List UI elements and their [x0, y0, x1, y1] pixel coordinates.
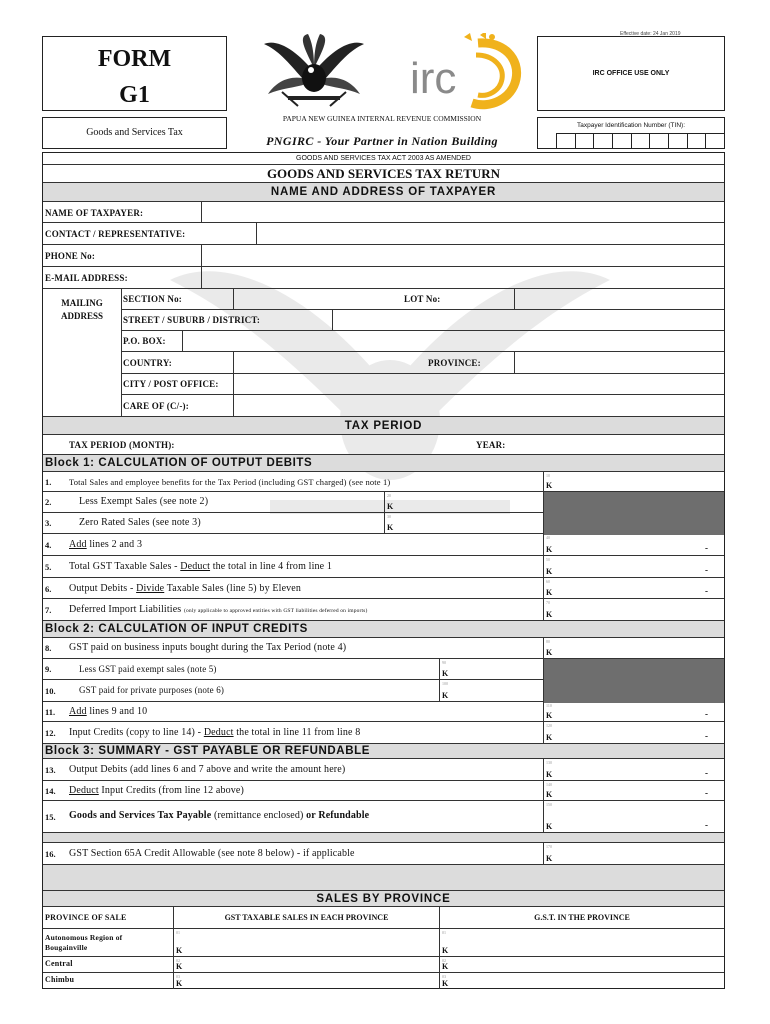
png-emblem-icon	[258, 32, 370, 112]
taxpayer-section-header: NAME AND ADDRESS OF TAXPAYER	[43, 183, 724, 202]
central-gst-input[interactable]	[439, 957, 724, 972]
lot-input[interactable]	[514, 289, 724, 310]
line-1-code: 10	[546, 473, 550, 478]
contact-row	[43, 223, 724, 245]
line-16-code: 170	[546, 844, 552, 849]
line-14-code: 140	[546, 782, 552, 787]
effective-date: Effective date: 24 Jan 2019	[620, 31, 681, 37]
line-11-row	[43, 702, 724, 722]
line-15-text	[69, 810, 369, 821]
line-15-dash: -	[705, 820, 708, 830]
line-5-op: Deduct	[180, 561, 211, 572]
line-11-code: 110	[546, 703, 552, 708]
tax-period-row[interactable]	[43, 435, 724, 455]
line-4-text	[69, 539, 142, 550]
tax-period-year-label: YEAR:	[476, 440, 506, 450]
spacer-shaded-2	[43, 865, 724, 891]
line-14-dash: -	[705, 788, 708, 798]
taxpayer-name-row	[43, 202, 724, 223]
province-bougainville-line2: Bougainville	[45, 943, 88, 952]
care-of-input[interactable]	[233, 395, 724, 417]
taxpayer-name-label: NAME OF TAXPAYER:	[45, 208, 144, 218]
province-row-bougainville	[43, 929, 724, 957]
street-row	[121, 310, 724, 331]
line-7-code: 70	[546, 600, 550, 605]
street-input[interactable]	[332, 310, 724, 331]
bougainville-currency-2: K	[442, 946, 449, 955]
line-7-number: 7.	[45, 605, 52, 615]
line-16-amount[interactable]	[543, 843, 724, 864]
form-label: FORM	[97, 46, 172, 72]
return-title: GOODS AND SERVICES TAX RETURN	[43, 165, 724, 183]
line-12-number: 12.	[45, 728, 56, 738]
line-16-currency: K	[546, 854, 553, 863]
line-7-amount[interactable]	[543, 599, 724, 620]
country-label: COUNTRY:	[123, 358, 172, 368]
care-of-row	[121, 395, 724, 417]
line-3-number: 3.	[45, 518, 52, 528]
line-9-number: 9.	[45, 664, 52, 674]
line-12-c: the total in line 11 from line 8	[233, 727, 361, 738]
line-12-row	[43, 722, 724, 744]
line-2-code: 20	[387, 493, 391, 498]
line-9-code: 90	[442, 660, 446, 665]
line-9-10-shaded	[543, 659, 724, 703]
country-input[interactable]	[233, 352, 403, 374]
line-12-op: Deduct	[203, 727, 234, 738]
line-8-currency: K	[546, 648, 553, 657]
col-taxable-sales-label: GST TAXABLE SALES IN EACH PROVINCE	[173, 907, 439, 929]
line-13-text: Output Debits (add lines 6 and 7 above and write the amount here)	[69, 764, 346, 775]
city-row	[121, 374, 724, 395]
col-province-label: PROVINCE OF SALE	[45, 913, 127, 922]
central-code-1: 02	[176, 958, 180, 963]
line-3-text: Zero Rated Sales (see note 3)	[79, 517, 201, 528]
contact-input[interactable]	[256, 223, 724, 245]
line-11-amount[interactable]	[543, 702, 724, 721]
line-6-op: Divide	[136, 583, 165, 594]
line-1-amount[interactable]	[543, 472, 724, 491]
form-number-box	[42, 36, 227, 111]
block1-header: Block 1: CALCULATION OF OUTPUT DEBITS	[43, 455, 724, 472]
mailing-label-line2: ADDRESS	[60, 311, 103, 321]
province-bougainville-label	[45, 933, 122, 953]
chimbu-code-1: 03	[176, 974, 180, 979]
province-chimbu-label: Chimbu	[45, 975, 75, 984]
tax-period-month-label: TAX PERIOD (MONTH):	[69, 440, 175, 450]
section-label: SECTION No:	[123, 294, 182, 304]
line-2-amount[interactable]	[384, 492, 543, 512]
line-8-row	[43, 638, 724, 659]
line-8-number: 8.	[45, 643, 52, 653]
central-currency-1: K	[176, 962, 183, 971]
street-label: STREET / SUBURB / DISTRICT:	[123, 315, 261, 325]
line-13-amount[interactable]	[543, 759, 724, 780]
line-5-amount[interactable]	[543, 556, 724, 577]
line-15-amount[interactable]	[543, 801, 724, 832]
line-9-amount[interactable]	[439, 659, 543, 679]
line-5-text	[69, 561, 332, 572]
line-12-currency: K	[546, 733, 553, 742]
line-6-currency: K	[546, 588, 553, 597]
line-14-currency: K	[546, 790, 553, 799]
line-16-text: GST Section 65A Credit Allowable (see note 8 below) - if applicable	[69, 848, 355, 859]
line-14-amount[interactable]	[543, 781, 724, 800]
country-province-row	[121, 352, 724, 374]
line-8-text: GST paid on business inputs bought during the Tax Period (note 4)	[69, 642, 347, 653]
gst-return-form	[42, 152, 725, 989]
city-label: CITY / POST OFFICE:	[123, 379, 219, 389]
line-11-rest: lines 9 and 10	[86, 706, 148, 717]
bougainville-code-1: 01	[176, 930, 180, 935]
central-code-2: 02	[442, 958, 446, 963]
tin-input[interactable]	[556, 133, 724, 149]
central-currency-2: K	[442, 962, 449, 971]
pobox-row	[121, 331, 724, 352]
line-7-text	[69, 604, 367, 615]
line-13-code: 130	[546, 760, 552, 765]
line-6-text	[69, 583, 301, 594]
motto: PNGIRC - Your Partner in Nation Building	[266, 134, 498, 148]
email-input[interactable]	[201, 267, 724, 289]
spacer-shaded	[43, 833, 724, 843]
line-11-currency: K	[546, 711, 553, 720]
line-10-currency: K	[442, 691, 449, 700]
line-12-a: Input Credits (copy to line 14) -	[69, 727, 204, 738]
line-14-text	[69, 785, 244, 796]
sales-column-headers	[43, 907, 724, 929]
line-6-c: Taxable Sales (line 5) by Eleven	[164, 583, 302, 594]
line-11-dash: -	[705, 709, 708, 719]
line-14-op: Deduct	[69, 785, 99, 796]
block3-header: Block 3: SUMMARY - GST PAYABLE OR REFUNDABLE	[43, 744, 724, 759]
line-15-number: 15.	[45, 812, 56, 822]
line-9-text: Less GST paid exempt sales (note 5)	[79, 664, 217, 674]
line-4-code: 40	[546, 535, 550, 540]
line-4-currency: K	[546, 545, 553, 554]
line-4-dash: -	[705, 543, 708, 553]
line-11-op: Add	[69, 706, 87, 717]
mailing-address-label	[43, 289, 121, 417]
line-4-amount[interactable]	[543, 534, 724, 555]
act-title: GOODS AND SERVICES TAX ACT 2003 AS AMENDED	[43, 153, 724, 165]
email-row	[43, 267, 724, 289]
line-13-dash: -	[705, 768, 708, 778]
province-bougainville-line1: Autonomous Region of	[45, 933, 123, 942]
tin-box	[537, 117, 725, 149]
line-12-dash: -	[705, 731, 708, 741]
line-14-number: 14.	[45, 786, 56, 796]
line-15-code: 150	[546, 802, 552, 807]
line-10-code: 100	[442, 681, 448, 686]
irc-office-use-box: IRC OFFICE USE ONLY	[537, 36, 725, 111]
line-5-number: 5.	[45, 562, 52, 572]
pobox-label: P.O. BOX:	[123, 336, 166, 346]
line-6-row	[43, 578, 724, 599]
province-row-central	[43, 957, 724, 973]
phone-label: PHONE No:	[45, 251, 96, 261]
lot-label: LOT No:	[404, 294, 441, 304]
commission-name: PAPUA NEW GUINEA INTERNAL REVENUE COMMISSION	[282, 114, 482, 123]
form-subtitle: Goods and Services Tax	[42, 117, 227, 149]
line-11-number: 11.	[45, 707, 56, 717]
province-central-label: Central	[45, 959, 73, 968]
taxpayer-name-input[interactable]	[201, 202, 724, 223]
chimbu-code-2: 03	[442, 974, 446, 979]
line-13-row	[43, 759, 724, 781]
line-15-row	[43, 801, 724, 833]
line-7-note: (only applicable to approved entities with GST liabilities deferred on imports)	[184, 608, 368, 614]
line-7-a: Deferred Import Liabilities	[69, 604, 184, 615]
line-2-3-shaded	[543, 492, 724, 535]
line-5-dash: -	[705, 565, 708, 575]
line-12-code: 120	[546, 723, 552, 728]
bougainville-code-2: 01	[442, 930, 446, 935]
line-11-text	[69, 706, 147, 717]
bougainville-currency-1: K	[176, 946, 183, 955]
line-13-number: 13.	[45, 765, 56, 775]
pobox-input[interactable]	[182, 331, 724, 352]
line-13-currency: K	[546, 770, 553, 779]
line-14-row	[43, 781, 724, 801]
line-2-text: Less Exempt Sales (see note 2)	[79, 496, 209, 507]
province-input[interactable]	[514, 352, 724, 374]
central-taxable-sales-input[interactable]	[173, 957, 439, 972]
line-10-amount[interactable]	[439, 680, 543, 701]
care-of-label: CARE OF (C/-):	[123, 401, 189, 411]
line-3-amount[interactable]	[384, 513, 543, 533]
line-7-row	[43, 599, 724, 621]
irc-logo-text: irc	[410, 54, 457, 103]
tax-period-header: TAX PERIOD	[43, 417, 724, 435]
line-1-text: Total Sales and employee benefits for the Tax Period (including GST charged) (see note 1)	[69, 477, 391, 487]
line-6-dash: -	[705, 586, 708, 596]
line-15-currency: K	[546, 822, 553, 831]
bougainville-gst-input[interactable]	[439, 929, 724, 956]
line-5-code: 50	[546, 557, 550, 562]
province-label: PROVINCE:	[428, 358, 481, 368]
irc-logo-icon	[406, 33, 526, 113]
line-5-c: the total in line 4 from line 1	[210, 561, 333, 572]
line-14-rest: Input Credits (from line 12 above)	[98, 785, 244, 796]
line-8-amount[interactable]	[543, 638, 724, 658]
chimbu-taxable-sales-input[interactable]	[173, 973, 439, 989]
line-12-text	[69, 727, 360, 738]
block2-header: Block 2: CALCULATION OF INPUT CREDITS	[43, 621, 724, 638]
line-4-number: 4.	[45, 540, 52, 550]
line-6-a: Output Debits -	[69, 583, 137, 594]
line-2-number: 2.	[45, 497, 52, 507]
section-input[interactable]	[233, 289, 403, 310]
form-code: G1	[119, 82, 150, 108]
line-10-number: 10.	[45, 686, 56, 696]
line-16-row	[43, 843, 724, 865]
line-4-op: Add	[69, 539, 87, 550]
line-6-amount[interactable]	[543, 578, 724, 598]
email-label: E-MAIL ADDRESS:	[45, 273, 128, 283]
line-5-a: Total GST Taxable Sales -	[69, 561, 181, 572]
line-15-payable: Goods and Services Tax Payable	[69, 810, 212, 821]
line-10-text: GST paid for private purposes (note 6)	[79, 685, 225, 695]
line-9-currency: K	[442, 669, 449, 678]
mailing-label-line1: MAILING	[61, 298, 103, 308]
line-16-number: 16.	[45, 849, 56, 859]
sales-by-province-header: SALES BY PROVINCE	[43, 891, 724, 907]
line-5-row	[43, 556, 724, 578]
phone-row	[43, 245, 724, 267]
tin-label: Taxpayer Identification Number (TIN):	[576, 122, 685, 129]
province-row-chimbu	[43, 973, 724, 989]
phone-input[interactable]	[201, 245, 724, 267]
line-12-amount[interactable]	[543, 722, 724, 743]
section-lot-row	[121, 289, 724, 310]
line-1-currency: K	[546, 481, 553, 490]
line-15-refundable: or Refundable	[306, 810, 370, 821]
col-gst-label: G.S.T. IN THE PROVINCE	[439, 907, 724, 929]
line-7-currency: K	[546, 610, 553, 619]
line-3-currency: K	[387, 523, 394, 532]
line-4-row	[43, 534, 724, 556]
contact-label: CONTACT / REPRESENTATIVE:	[45, 229, 186, 239]
city-input[interactable]	[233, 374, 724, 395]
line-8-code: 80	[546, 639, 550, 644]
bougainville-taxable-sales-input[interactable]	[173, 929, 439, 956]
line-15-mid: (remittance enclosed)	[211, 810, 307, 821]
line-5-currency: K	[546, 567, 553, 576]
line-3-code: 30	[387, 514, 391, 519]
line-2-currency: K	[387, 502, 394, 511]
line-1-row	[43, 472, 724, 492]
chimbu-currency-2: K	[442, 979, 449, 988]
line-4-rest: lines 2 and 3	[86, 539, 143, 550]
chimbu-currency-1: K	[176, 979, 183, 988]
line-6-number: 6.	[45, 584, 52, 594]
line-6-code: 60	[546, 579, 550, 584]
line-1-number: 1.	[45, 477, 52, 487]
chimbu-gst-input[interactable]	[439, 973, 724, 989]
